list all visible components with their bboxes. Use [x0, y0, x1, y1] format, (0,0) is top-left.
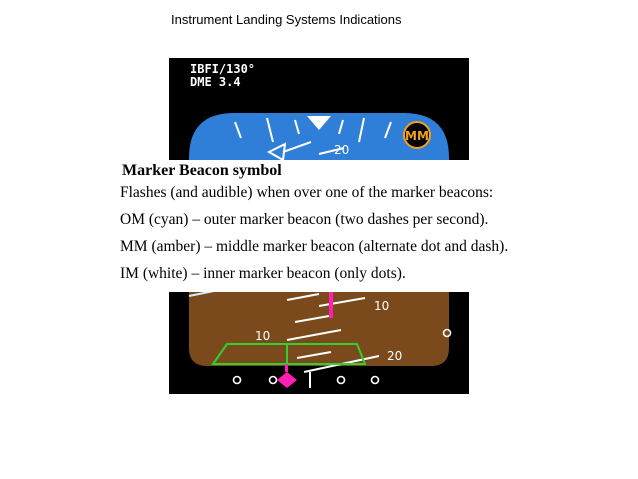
slide-title: Instrument Landing Systems Indications	[171, 12, 402, 27]
annotation-line: MM (amber) – middle marker beacon (alternate dot and dash).	[120, 238, 509, 255]
ils-ident-block	[190, 63, 255, 89]
dme-distance: DME 3.4	[190, 75, 241, 89]
localizer-deviation	[329, 288, 333, 318]
annotation-line: Flashes (and audible) when over one of the marker beacons:	[120, 184, 494, 201]
annotation-box	[110, 160, 560, 292]
annotation-heading: Marker Beacon symbol	[122, 162, 282, 179]
marker-beacon-badge	[404, 122, 430, 148]
svg-text:MM: MM	[405, 129, 429, 143]
pitch-label-20-lower: 20	[387, 349, 403, 363]
pitch-label-10-left: 10	[255, 329, 271, 343]
annotation-line: IM (white) – inner marker beacon (only dots).	[120, 265, 406, 282]
pitch-label-20-upper: 20	[334, 143, 350, 157]
pitch-label-10-right: 10	[374, 299, 390, 313]
ils-ident: IBFI/130°	[190, 62, 256, 76]
annotation-line: OM (cyan) – outer marker beacon (two dashes per second).	[120, 211, 489, 228]
